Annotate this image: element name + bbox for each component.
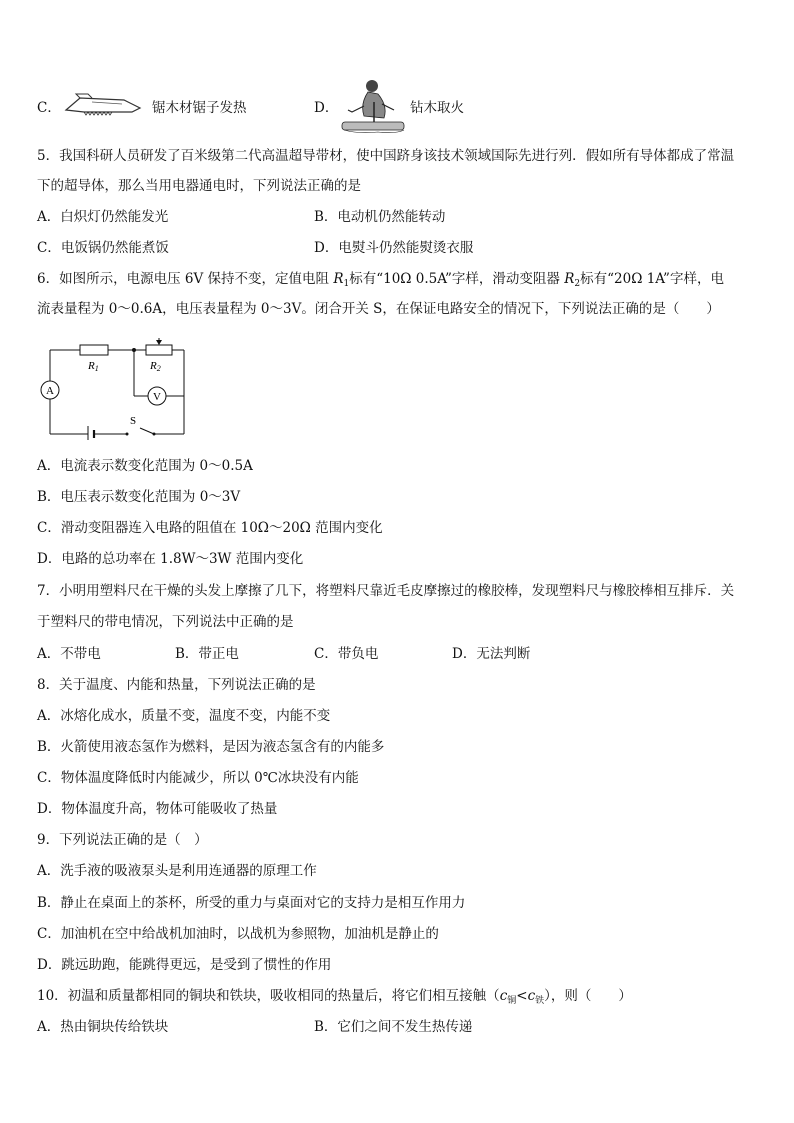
q7-stem-line1: 7．小明用塑料尺在干燥的头发上摩擦了几下，将塑料尺靠近毛皮摩擦过的橡胶棒，发现塑料尺与橡胶棒相互排斥．关 <box>37 583 735 599</box>
q4-option-c-letter: C． <box>37 100 61 116</box>
q7-option-d: D．无法判断 <box>452 646 531 662</box>
q8-stem: 8．关于温度、内能和热量，下列说法正确的是 <box>37 677 316 693</box>
q6-option-d: D．电路的总功率在 1.8W～3W 范围内变化 <box>37 551 304 567</box>
q4-option-d-letter: D． <box>314 100 339 116</box>
switch-label: S <box>129 415 137 427</box>
q5-option-b: B．电动机仍然能转动 <box>314 209 446 225</box>
q9-option-d: D．跳远助跑，能跳得更远，是受到了惯性的作用 <box>37 957 332 973</box>
drill-wood-image <box>338 76 408 134</box>
q5-option-a: A．白炽灯仍然能发光 <box>37 209 169 225</box>
q9-option-a: A．洗手液的吸液泵头是利用连通器的原理工作 <box>37 863 317 879</box>
voltmeter-symbol: V <box>153 391 161 403</box>
q9-option-c: C．加油机在空中给战机加油时，以战机为参照物，加油机是静止的 <box>37 926 439 942</box>
q6-option-a: A．电流表示数变化范围为 0～0.5A <box>37 458 253 474</box>
q6-option-c: C．滑动变阻器连入电路的阻值在 10Ω～20Ω 范围内变化 <box>37 520 383 536</box>
q7-option-b: B．带正电 <box>175 646 239 662</box>
q5-stem-line1: 5．我国科研人员研发了百米级第二代高温超导带材，使中国跻身该技术领域国际先进行列．假如所有导体都成了常温 <box>37 148 735 164</box>
saw-image <box>62 92 144 118</box>
ammeter-symbol: A <box>46 385 54 397</box>
q9-option-b: B．静止在桌面上的茶杯，所受的重力与桌面对它的支持力是相互作用力 <box>37 895 466 911</box>
q10-stem: 10．初温和质量都相同的铜块和铁块，吸收相同的热量后，将它们相互接触$(c_铜<c_铁)$，则（ ） <box>37 988 632 1006</box>
q10-option-a: A．热由铜块传给铁块 <box>37 1019 169 1035</box>
q8-option-c: C．物体温度降低时内能减少，所以 0℃冰块没有内能 <box>37 770 359 786</box>
q5-option-d: D．电熨斗仍然能熨烫衣服 <box>314 240 474 256</box>
q6-option-b: B．电压表示数变化范围为 0～3V <box>37 489 241 505</box>
q5-option-c: C．电饭锅仍然能煮饭 <box>37 240 169 256</box>
r1-label: R1 <box>88 360 99 373</box>
q4-option-d-text: 钻木取火 <box>410 100 464 116</box>
q9-stem: 9．下列说法正确的是（ ） <box>37 832 208 848</box>
q7-option-c: C．带负电 <box>314 646 379 662</box>
q8-option-d: D．物体温度升高，物体可能吸收了热量 <box>37 801 278 817</box>
q6-stem-line1: 6．如图所示，电源电压 6V 保持不变，定值电阻 $R_1$标有“10Ω 0.5A”字样，滑动变阻器 $R_2$标有“20Ω 1A”字样，电 <box>37 271 724 289</box>
q4-option-c-text: 锯木材锯子发热 <box>152 100 247 116</box>
q7-stem-line2: 于塑料尺的带电情况，下列说法中正确的是 <box>37 614 294 630</box>
q10-option-b: B．它们之间不发生热传递 <box>314 1019 473 1035</box>
q8-option-b: B．火箭使用液态氢作为燃料，是因为液态氢含有的内能多 <box>37 739 385 755</box>
r2-label: R2 <box>150 360 161 373</box>
circuit-diagram <box>38 336 190 440</box>
q7-option-a: A．不带电 <box>37 646 101 662</box>
q5-stem-line2: 下的超导体，那么当用电器通电时，下列说法正确的是 <box>37 178 361 194</box>
q8-option-a: A．冰熔化成水，质量不变，温度不变，内能不变 <box>37 708 331 724</box>
q6-stem-line2: 流表量程为 0～0.6A，电压表量程为 0～3V。闭合开关 S，在保证电路安全的情况下，下列说法正确的是（ ） <box>37 301 720 317</box>
